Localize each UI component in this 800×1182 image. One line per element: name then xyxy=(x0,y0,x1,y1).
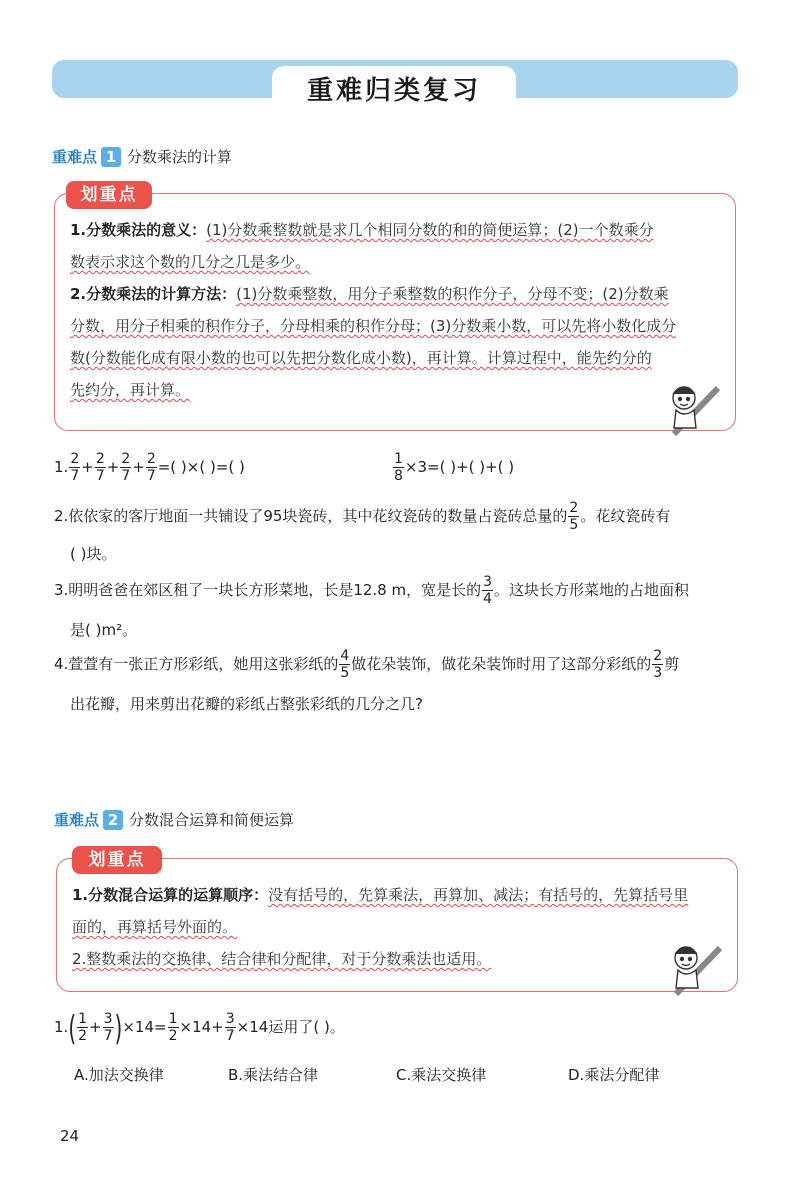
section-1-title: 分数乘法的计算 xyxy=(127,148,233,166)
section-2-title: 分数混合运算和简便运算 xyxy=(129,811,295,829)
kp1-line1 xyxy=(70,214,730,246)
kp2-1-line2: 面的，再算括号外面的。 xyxy=(72,918,238,936)
fraction-1-8: $\frac{1}{8}$ xyxy=(394,451,403,484)
q1-equation-tail: =( )×( )=( ) xyxy=(157,458,245,476)
kp1-line2 xyxy=(70,246,730,278)
option-a: A.加法交换律 xyxy=(74,1066,164,1084)
kp2-line2-text: 分数，用分子相乘的积作分子，分母相乘的积作分母；(3)分数乘小数，可以先将小数化成分 xyxy=(70,317,677,335)
fraction-2-7: $\frac{2}{7}$ xyxy=(121,451,131,484)
fraction-2-3: $\frac{2}{3}$ xyxy=(653,648,663,681)
kp2-line1 xyxy=(70,278,730,310)
kp2-line2 xyxy=(70,310,730,342)
kp2-1-line1: 1.分数混合运算的运算顺序：没有括号的，先算乘法，再算加、减法；有括号的，先算括号里 xyxy=(72,886,689,904)
mascot-pencil-boy-icon xyxy=(660,380,724,440)
mascot-pencil-boy-icon xyxy=(662,940,726,1000)
section-1-label: 重难点 xyxy=(52,148,98,166)
page-title: 重难归类复习 xyxy=(306,76,481,106)
kp2-line3 xyxy=(70,342,730,374)
key-points-tag-2: 划重点 xyxy=(72,846,162,874)
key-points-text-2 xyxy=(72,879,732,975)
kp2-line4-text: 先约分，再计算。 xyxy=(70,381,191,399)
option-c: C.乘法交换律 xyxy=(396,1066,487,1084)
fraction-2-5: $\frac{2}{5}$ xyxy=(569,500,579,533)
q1b-equation-tail: ×3=( )+( )+( ) xyxy=(404,458,515,476)
section-2-header xyxy=(54,809,294,830)
question-1-4: 4.萱萱有一张正方形彩纸，她用这张彩纸的 $\frac{4}{5}$ 做花朵装饰，做花朵装饰时用了这部分彩纸的 $\frac{2}{3}$ 剪 xyxy=(54,648,680,681)
key-points-text-1 xyxy=(70,214,730,406)
question-1-2: 2.依依家的客厅地面一共铺设了95块瓷砖，其中花纹瓷砖的数量占瓷砖总量的 $\frac{2}{5}$ 。花纹瓷砖有 xyxy=(54,500,671,533)
kp2-2-line1: 2.整数乘法的交换律、结合律和分配律，对于分数乘法也适用。 xyxy=(72,950,492,968)
section-1-header xyxy=(52,146,232,167)
kp1-heading: 1.分数乘法的意义： xyxy=(70,221,207,239)
question-1-1b xyxy=(392,452,514,483)
section-2-number: 2 xyxy=(103,810,123,830)
kp2-line3-text: 数(分数能化成有限小数的也可以先把分数化成小数)，再计算。计算过程中，能先约分的 xyxy=(70,349,652,367)
fraction-1-2: $\frac{1}{2}$ xyxy=(78,1011,88,1044)
q1-number: 1. xyxy=(54,458,69,476)
question-1-3-answer-line: 是( )m²。 xyxy=(70,621,138,639)
key-points-tag-1: 划重点 xyxy=(66,181,152,209)
fraction-4-5: $\frac{4}{5}$ xyxy=(340,648,350,681)
option-d: D.乘法分配律 xyxy=(568,1066,660,1084)
fraction-3-4: $\frac{3}{4}$ xyxy=(483,574,493,607)
question-1-1: 1. $\frac{2}{7}$ + $\frac{2}{7}$ + $\frac{2}{7}$ + $\frac{2}{7}$ =( )×( )=( ) xyxy=(54,451,245,484)
section-1-number: 1 xyxy=(101,147,121,167)
page-number: 24 xyxy=(60,1127,80,1145)
fraction-2-7: $\frac{2}{7}$ xyxy=(95,451,105,484)
section-2-label: 重难点 xyxy=(54,811,100,829)
kp2-1-heading: 1.分数混合运算的运算顺序： xyxy=(72,886,269,904)
question-1-4-line2: 出花瓣，用来剪出花瓣的彩纸占整张彩纸的几分之几? xyxy=(70,695,423,713)
kp1-line2-text: 数表示求这个数的几分之几是多少。 xyxy=(70,253,311,271)
fraction-2-7: $\frac{2}{7}$ xyxy=(146,451,156,484)
question-2-1: 1.( $\frac{1}{2}$ + $\frac{3}{7}$ )×14= $\frac{1}{2}$ ×14+ $\frac{3}{7}$ ×14运用了( )。 xyxy=(54,1007,345,1048)
option-b: B.乘法结合律 xyxy=(228,1066,319,1084)
fraction-3-7: $\frac{3}{7}$ xyxy=(103,1011,113,1044)
kp1-line1-text: (1)分数乘整数就是求几个相同分数的和的简便运算；(2)一个数乘分 xyxy=(206,221,654,239)
fraction-3-7: $\frac{3}{7}$ xyxy=(225,1011,235,1044)
kp2-heading: 2.分数乘法的计算方法： xyxy=(70,285,237,303)
fraction-2-7: $\frac{2}{7}$ xyxy=(70,451,80,484)
question-1-2-answer-line: ( )块。 xyxy=(70,545,117,563)
question-1-3: 3.明明爸爸在郊区租了一块长方形菜地，长是12.8 m，宽是长的 $\frac{3}{4}$ 。这块长方形菜地的占地面积 xyxy=(54,574,690,607)
kp2-line1-text: (1)分数乘整数，用分子乘整数的积作分子，分母不变；(2)分数乘 xyxy=(236,285,669,303)
fraction-1-2: $\frac{1}{2}$ xyxy=(168,1011,178,1044)
kp2-line4 xyxy=(70,374,730,406)
